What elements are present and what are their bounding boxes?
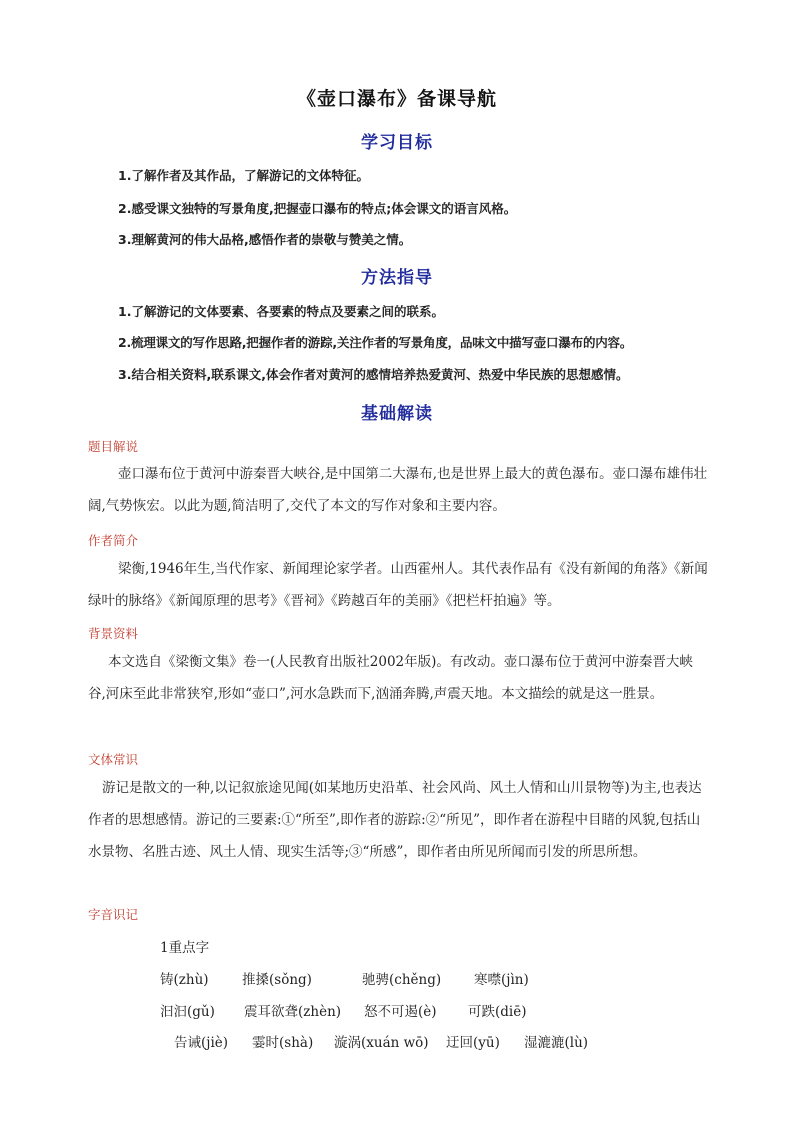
method-item: 2.梳理课文的写作思路,把握作者的游踪,关注作者的写景角度，品味文中描写壶口瀑布的内容。 xyxy=(118,335,633,350)
phonetic-word: 告诫(jiè) xyxy=(174,1035,229,1051)
method-item: 3.结合相关资料,联系课文,体会作者对黄河的感情培养热爱黄河、热爱中华民族的思想感情。 xyxy=(118,367,629,382)
phonetic-word: 寒噤(jìn) xyxy=(474,972,529,988)
paragraph-genre: 游记是散文的一种,以记叙旅途见闻(如某地历史沿革、社会风尚、风土人情和山川景物等)为主,也表达作者的思想感情。游记的三要素:①“所至”,即作者的游踪:②“所见”，即作者在游程中目睹的风貌,包括山水景物、名胜古迹、风土人情、现实生活等;③“所感”，即作者由所见所闻而引发的所思所想。 xyxy=(88,780,702,860)
section-heading-basics: 基础解读 xyxy=(361,404,433,424)
subheading-author: 作者简介 xyxy=(88,533,139,548)
objective-item: 2.感受课文独特的写景角度,把握壶口瀑布的特点;体会课文的语言风格。 xyxy=(118,201,517,216)
phonetic-word: 推搡(sǒng) xyxy=(242,972,312,988)
paragraph-background: 本文选自《梁衡文集》卷一(人民教育出版社2002年版)。有改动。壶口瀑布位于黄河中游秦晋大峡谷,河床至此非常狭窄,形如“壶口”,河水急跌而下,汹涌奔腾,声震天地。本文描绘的就是这一胜景。 xyxy=(88,654,693,702)
phonetic-word: 铸(zhù) xyxy=(160,972,209,988)
subheading-genre: 文体常识 xyxy=(88,752,139,767)
phonetic-word: 湿漉漉(lù) xyxy=(524,1035,589,1051)
phonetic-word: 漩涡(xuán wō) xyxy=(334,1035,429,1051)
section-heading-objectives: 学习目标 xyxy=(361,133,433,153)
phonetic-word: 可跌(diē) xyxy=(468,1004,527,1020)
subheading-background: 背景资料 xyxy=(88,626,139,641)
subheading-title-explain: 题目解说 xyxy=(88,439,139,454)
objective-item: 1.了解作者及其作品，了解游记的文体特征。 xyxy=(118,168,369,183)
method-item: 1.了解游记的文体要素、各要素的特点及要素之间的联系。 xyxy=(118,304,444,319)
phonetic-word: 怒不可遏(è) xyxy=(364,1004,437,1020)
section-heading-methods: 方法指导 xyxy=(361,268,433,288)
objective-item: 3.理解黄河的伟大品格,感悟作者的崇敬与赞美之情。 xyxy=(118,232,412,247)
phonetic-word: 汩汩(gǔ) xyxy=(160,1004,215,1020)
phonetic-word: 霎时(shà) xyxy=(252,1035,314,1051)
phonetic-word: 震耳欲聋(zhèn) xyxy=(244,1004,342,1020)
phonetic-word: 迂回(yū) xyxy=(446,1035,500,1051)
page-title: 《壶口瀑布》备课导航 xyxy=(296,88,497,110)
paragraph-author: 梁衡,1946年生,当代作家、新闻理论家学者。山西霍州人。其代表作品有《没有新闻的角落》《新闻绿叶的脉络》《新闻原理的思考》《晋祠》《跨越百年的美丽》《把栏杆拍遍》等。 xyxy=(88,561,708,609)
phonetic-word: 驰骋(chěng) xyxy=(362,972,442,988)
paragraph-title-explain: 壶口瀑布位于黄河中游秦晋大峡谷,是中国第二大瀑布,也是世界上最大的黄色瀑布。壶口瀑布雄伟壮阔,气势恢宏。以此为题,简洁明了,交代了本文的写作对象和主要内容。 xyxy=(88,466,708,514)
subheading-phonetics: 字音识记 xyxy=(88,907,139,922)
phonetics-subtitle: 1重点字 xyxy=(160,940,210,956)
